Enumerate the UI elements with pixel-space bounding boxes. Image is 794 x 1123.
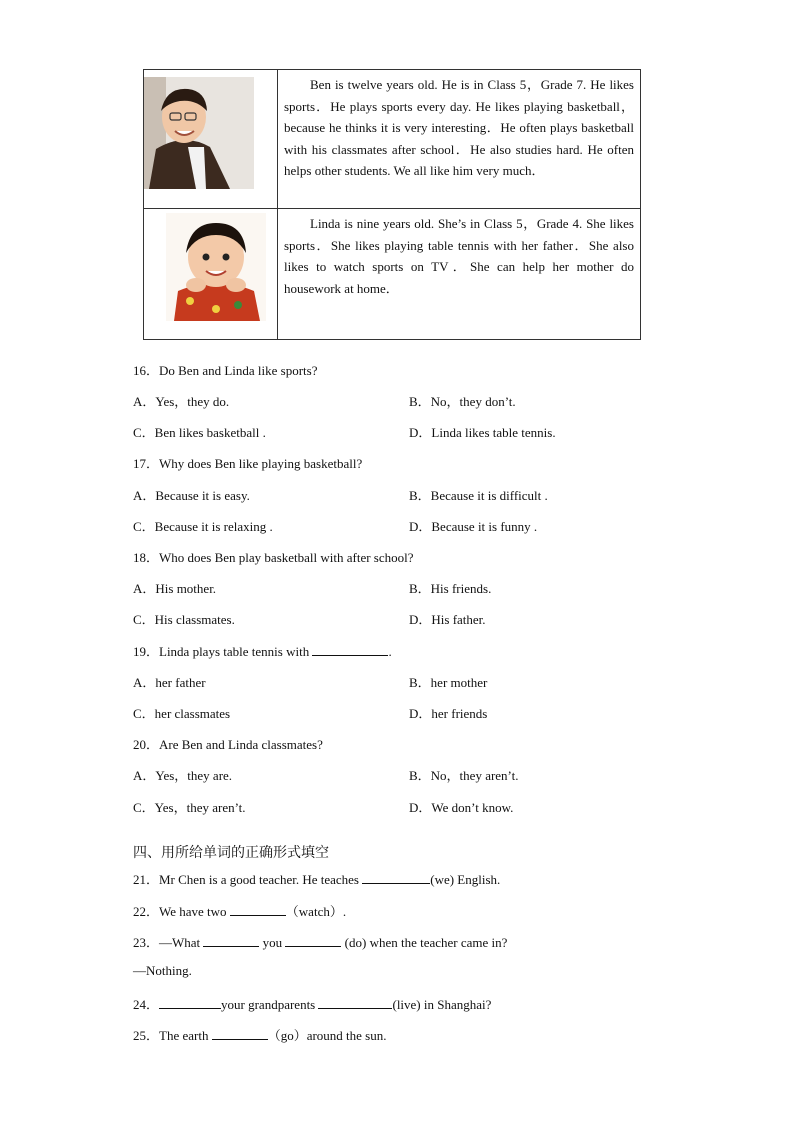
ben-photo-cell — [144, 70, 278, 208]
question-19-end: . — [388, 644, 392, 659]
question-21-text: 21．Mr Chen is a good teacher. He teaches — [133, 872, 363, 887]
ben-passage: Ben is twelve years old. He is in Class 5，Grade 7. He likes sports．He plays sports every day. He likes playing basketball，because he thinks it is very interesting．He often plays basketball with his classmates after school．He also studies hard. He often helps other students. We all like him very much． — [284, 77, 634, 178]
linda-photo-cell — [144, 209, 278, 339]
answer-blank-24b[interactable] — [318, 996, 392, 1009]
question-21-end: (we) English. — [430, 872, 501, 887]
question-25-text: 25．The earth — [133, 1028, 212, 1043]
question-23-text: 23．—What — [133, 935, 204, 950]
answer-blank-23a[interactable] — [203, 934, 259, 947]
question-24-end: (live) in Shanghai? — [392, 997, 492, 1012]
question-22-text: 22．We have two — [133, 904, 230, 919]
option-16c[interactable]: C．Ben likes basketball . — [133, 425, 266, 440]
option-17a[interactable]: A．Because it is easy. — [133, 488, 250, 503]
table-row-ben — [144, 70, 640, 209]
question-21 — [133, 869, 500, 888]
option-19d[interactable]: D．her friends — [409, 706, 488, 721]
option-17c[interactable]: C．Because it is relaxing . — [133, 519, 273, 534]
option-19a[interactable]: A．her father — [133, 675, 206, 690]
question-19 — [133, 641, 392, 660]
question-19-text: 19．Linda plays table tennis with — [133, 644, 313, 659]
option-20a[interactable]: A．Yes，they are. — [133, 768, 233, 783]
question-23-mid: you — [259, 935, 286, 950]
question-23-answer: —Nothing. — [133, 963, 192, 978]
section-heading: 四、用所给单词的正确形式填空 — [133, 845, 329, 861]
question-24-text: 24． — [133, 997, 160, 1012]
option-18b[interactable]: B．His friends. — [409, 581, 492, 596]
answer-blank-19[interactable] — [312, 643, 388, 656]
question-23 — [133, 932, 507, 951]
question-24 — [133, 994, 491, 1013]
option-20c[interactable]: C．Yes，they aren’t. — [133, 800, 246, 815]
option-18a[interactable]: A．His mother. — [133, 581, 217, 596]
answer-blank-24a[interactable] — [159, 996, 221, 1009]
question-17: 17．Why does Ben like playing basketball? — [133, 456, 363, 471]
question-16: 16．Do Ben and Linda like sports? — [133, 363, 318, 378]
option-17b[interactable]: B．Because it is difficult . — [409, 488, 548, 503]
option-20b[interactable]: B．No，they aren’t. — [409, 768, 519, 783]
option-17d[interactable]: D．Because it is funny . — [409, 519, 538, 534]
option-19b[interactable]: B．her mother — [409, 675, 488, 690]
linda-photo — [166, 213, 266, 321]
answer-blank-25[interactable] — [212, 1027, 268, 1040]
answer-blank-23b[interactable] — [285, 934, 341, 947]
linda-passage: Linda is nine years old. She’s in Class 5，Grade 4. She likes sports．She likes playing table tennis with her father．She also likes to watch sports on TV．She can help her mother do housework at home． — [284, 216, 634, 296]
option-18d[interactable]: D．His father. — [409, 612, 486, 627]
option-16a[interactable]: A．Yes，they do. — [133, 394, 230, 409]
answer-blank-22[interactable] — [230, 903, 286, 916]
question-25-end: （go）around the sun. — [267, 1028, 387, 1043]
question-24-mid: your grandparents — [221, 997, 319, 1012]
question-22 — [133, 901, 346, 920]
question-25 — [133, 1025, 387, 1044]
answer-blank-21[interactable] — [362, 871, 430, 884]
option-16b[interactable]: B．No，they don’t. — [409, 394, 516, 409]
question-23-end: (do) when the teacher came in? — [341, 935, 508, 950]
question-18: 18．Who does Ben play basketball with after school? — [133, 550, 414, 565]
table-row-linda — [144, 209, 640, 339]
option-19c[interactable]: C．her classmates — [133, 706, 231, 721]
option-16d[interactable]: D．Linda likes table tennis. — [409, 425, 556, 440]
reading-table — [143, 69, 641, 340]
option-18c[interactable]: C．His classmates. — [133, 612, 235, 627]
question-22-end: （watch）. — [285, 904, 347, 919]
ben-photo — [144, 77, 254, 189]
question-20: 20．Are Ben and Linda classmates? — [133, 737, 323, 752]
option-20d[interactable]: D．We don’t know. — [409, 800, 514, 815]
